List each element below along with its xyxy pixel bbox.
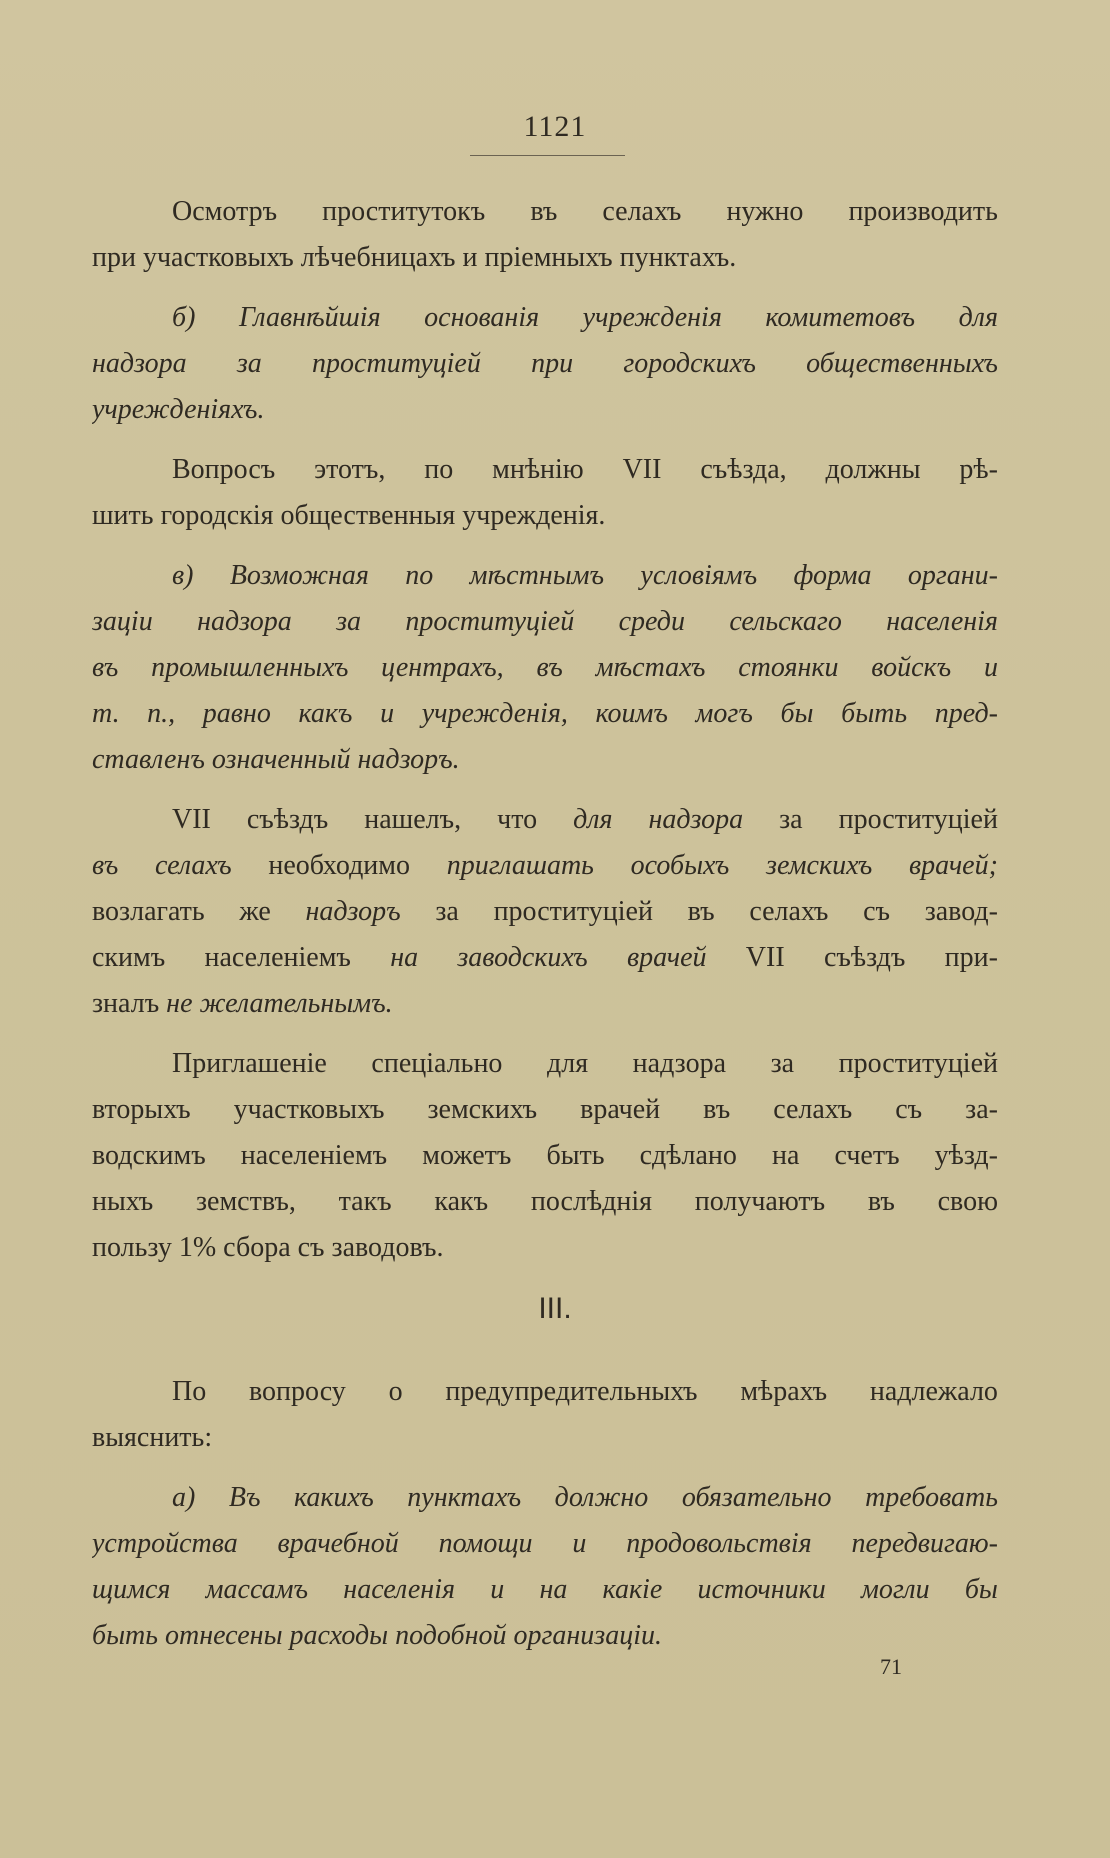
text-line: а) Въ какихъ пунктахъ должно обязательно требовать bbox=[172, 1482, 998, 1513]
text-line: быть отнесены расходы подобной организаціи. bbox=[92, 1620, 663, 1651]
text-line: в) Возможная по мѣстнымъ условіямъ форма органи- bbox=[172, 560, 998, 591]
text-line: Вопросъ этотъ, по мнѣнію VII съѣзда, должны рѣ- bbox=[172, 454, 998, 485]
text-line: учрежденіяхъ. bbox=[92, 394, 265, 425]
text-line: ныхъ земствъ, такъ какъ послѣднія получаютъ въ свою bbox=[92, 1186, 998, 1217]
text-line: водскимъ населеніемъ можетъ быть сдѣлано на счетъ уѣзд- bbox=[92, 1140, 998, 1171]
text-line: щимся массамъ населенія и на какіе источники могли бы bbox=[92, 1574, 998, 1605]
header-rule bbox=[470, 155, 625, 156]
text-line: скимъ населеніемъ на заводскихъ врачей VII съѣздъ при- bbox=[92, 942, 998, 973]
text-line: при участковыхъ лѣчебницахъ и пріемныхъ пунктахъ. bbox=[92, 242, 737, 273]
text-line: заціи надзора за проституціей среди сельскаго населенія bbox=[92, 606, 998, 637]
text-line: въ селахъ необходимо приглашать особыхъ земскихъ врачей; bbox=[92, 850, 998, 881]
text-line: выяснить: bbox=[92, 1422, 213, 1453]
text-line: Приглашеніе спеціально для надзора за проституціей bbox=[172, 1048, 998, 1079]
text-line: возлагать же надзоръ за проституціей въ селахъ съ завод- bbox=[92, 896, 998, 927]
text-line: т. п., равно какъ и учрежденія, коимъ могъ бы быть пред- bbox=[92, 698, 998, 729]
folio-number: 71 bbox=[880, 1654, 902, 1679]
text-line: шить городскія общественныя учрежденія. bbox=[92, 500, 606, 531]
text-line: надзора за проституціей при городскихъ общественныхъ bbox=[92, 348, 998, 379]
text-line: въ промышленныхъ центрахъ, въ мѣстахъ стоянки войскъ и bbox=[92, 652, 998, 683]
text-line: пользу 1% сбора съ заводовъ. bbox=[92, 1232, 444, 1263]
text-line: вторыхъ участковыхъ земскихъ врачей въ селахъ съ за- bbox=[92, 1094, 998, 1125]
section-heading: III. bbox=[538, 1292, 572, 1325]
text-line: б) Главнѣйшія основанія учрежденія комитетовъ для bbox=[172, 302, 998, 333]
text-line: зналъ не желательнымъ. bbox=[92, 988, 393, 1019]
text-line: ставленъ означенный надзоръ. bbox=[92, 744, 460, 775]
text-line: По вопросу о предупредительныхъ мѣрахъ надлежало bbox=[172, 1376, 998, 1407]
text-line: Осмотръ проститутокъ въ селахъ нужно производить bbox=[172, 196, 998, 227]
text-line: устройства врачебной помощи и продовольствія передвигаю- bbox=[92, 1528, 998, 1559]
page-number: 1121 bbox=[523, 110, 587, 143]
text-line: VII съѣздъ нашелъ, что для надзора за проституціей bbox=[172, 804, 998, 835]
